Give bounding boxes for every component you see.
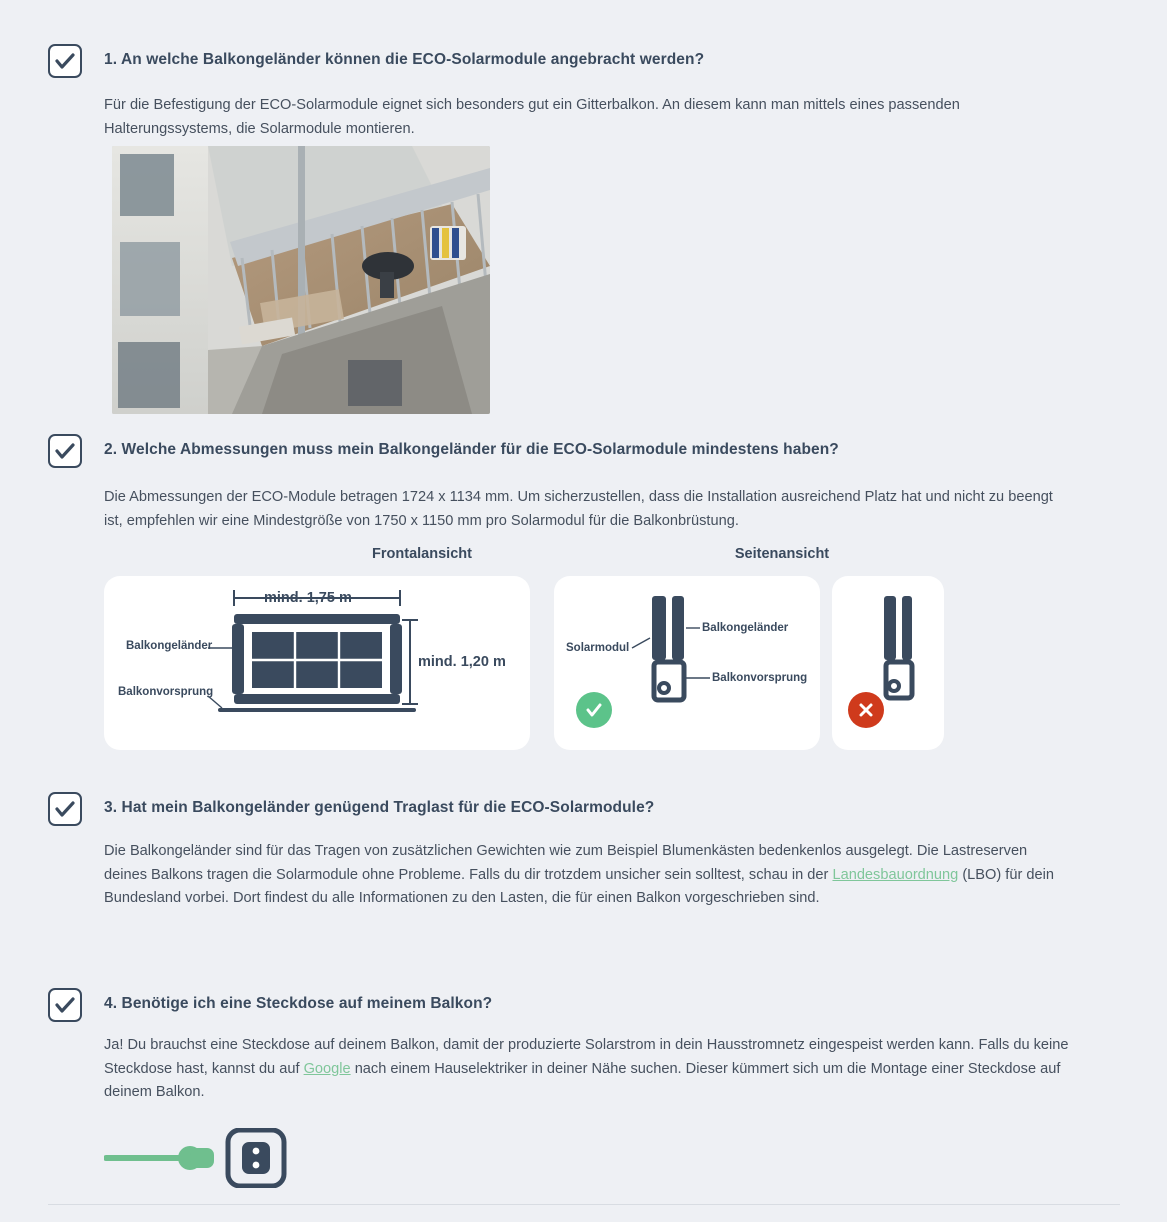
frontal-diagram-drawing (104, 576, 530, 750)
power-plug-socket-icon (104, 1128, 304, 1188)
checkmark-icon (48, 44, 82, 78)
checkmark-icon (48, 792, 82, 826)
checkmark-icon (48, 988, 82, 1022)
answer-text-part1: Die Balkongeländer sind für das Tragen von zusätzlichen Gewichten wie zum Beispiel Blumenkästen bedenkenlos ausgelegt. Die Lastreserven deines Balkons tragen die Solarmodule ohne Probleme. Falls du dir trotzdem unsicher sein solltest, schau in der (104, 843, 1028, 883)
module-label: Solarmodul (566, 642, 630, 654)
answer-text-part2: (LBO) für dein Bundesland vorbei. Dort findest du alle Informationen zu den Lasten, die für einen Balkon vorgeschrieben sind. (104, 866, 1054, 907)
overhang-label: Balkonvorsprung (118, 686, 214, 698)
frontal-view-card (104, 576, 530, 750)
faq-answer-text: Die Abmessungen der ECO-Module betragen 1724 x 1134 mm. Um sicherzustellen, dass die Installation ausreichend Platz hat und nicht zu beengt ist, empfehlen wir eine Mindestgröße von 1750 x 1150 mm pro Solarmodul für die Balkonbrüstung. (104, 489, 1053, 529)
height-dimension-label: mind. 1,20 m (418, 654, 506, 670)
side-railing-label: Balkongeländer (702, 622, 789, 634)
answer-text-part2: nach einem Hauselektriker in deiner Nähe suchen. Dieser kümmert sich um die Montage einer Steckdose auf deinem Balkon. (104, 1060, 1061, 1101)
width-dimension-label: mind. 1,75 m (264, 590, 352, 606)
google-link[interactable]: Google (303, 1060, 351, 1077)
balcony-photo (112, 146, 490, 414)
faq-question-title: 3. Hat mein Balkongeländer genügend Traglast für die ECO-Solarmodule? (104, 799, 655, 816)
check-circle-icon (576, 692, 612, 728)
cross-circle-icon (848, 692, 884, 728)
side-overhang-label: Balkonvorsprung (712, 672, 808, 684)
faq-question-title: 4. Benötige ich eine Steckdose auf meinem Balkon? (104, 995, 493, 1012)
side-view-label: Seitenansicht (734, 546, 830, 562)
side-view-correct-card (554, 576, 820, 750)
frontal-view-label: Frontalansicht (372, 546, 472, 562)
checkmark-icon (48, 434, 82, 468)
faq-question-title: 1. An welche Balkongeländer können die ECO-Solarmodule angebracht werden? (104, 51, 705, 68)
section-divider (48, 1204, 1120, 1205)
answer-text-part1: Ja! Du brauchst eine Steckdose auf deinem Balkon, damit der produzierte Solarstrom in dein Hausstromnetz eingespeist werden kann. Falls du keine Steckdose hast, kannst du auf (104, 1037, 1069, 1077)
side-incorrect-drawing (832, 576, 944, 750)
landesbauordnung-link[interactable]: Landesbauordnung (832, 866, 959, 883)
faq-answer-text: Für die Befestigung der ECO-Solarmodule eignet sich besonders gut ein Gitterbalkon. An diesem kann man mittels eines passenden Halterungssystems, die Solarmodule montieren. (104, 97, 960, 137)
faq-answer-text (104, 840, 1074, 911)
side-view-incorrect-card (832, 576, 944, 750)
railing-label: Balkongeländer (126, 640, 213, 652)
faq-answer-text (104, 1034, 1072, 1105)
faq-question-title: 2. Welche Abmessungen muss mein Balkongeländer für die ECO-Solarmodule mindestens haben? (104, 441, 839, 458)
